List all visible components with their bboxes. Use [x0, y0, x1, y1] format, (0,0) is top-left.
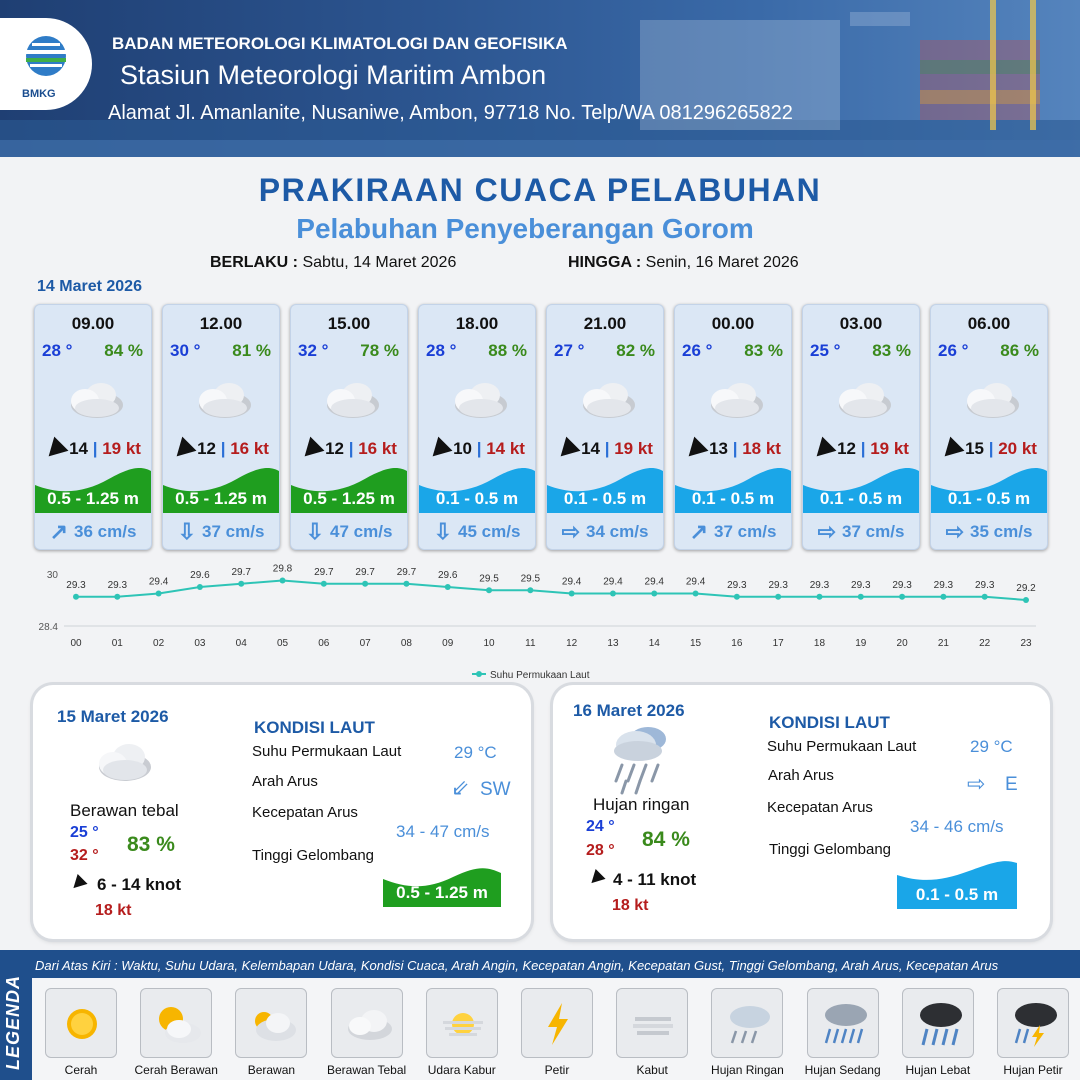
forecast-card [546, 304, 664, 550]
day2-gust: 18 kt [95, 902, 132, 919]
day3-sst: 29 °C [970, 737, 1013, 756]
day2-sst: 29 °C [454, 743, 497, 762]
card-temperature: 32 ° [298, 341, 329, 360]
page-title: PRAKIRAAN CUACA PELABUHAN [258, 172, 822, 208]
cloud-icon [957, 377, 1023, 421]
wind-direction-icon [682, 436, 709, 463]
cloud-icon [701, 377, 767, 421]
fog-icon [625, 997, 681, 1051]
forecast-card [674, 304, 792, 550]
station-address: Alamat Jl. Amanlanite, Nusaniwe, Ambon, 97718 No. Telp/WA 081296265822 [108, 102, 793, 124]
cloud-icon [91, 737, 155, 785]
current-speed-label: Kecepatan Arus [767, 799, 873, 816]
card-current-speed: 35 cm/s [970, 522, 1033, 541]
x-tick-label: 14 [648, 638, 660, 649]
x-tick-label: 22 [979, 638, 991, 649]
card-gust: 19 kt [614, 439, 653, 458]
separator: | [855, 439, 871, 458]
legend-label: Berawan Tebal [327, 1063, 407, 1077]
current-direction-icon: ⇨ [967, 771, 986, 796]
data-point [816, 594, 822, 600]
data-label: 29.7 [396, 566, 417, 578]
data-point [651, 591, 657, 597]
cloud-icon [445, 377, 511, 421]
card-time: 15.00 [327, 314, 371, 333]
cloud-sun-icon [244, 997, 300, 1051]
data-point [858, 594, 864, 600]
legend-item [807, 988, 879, 1058]
legend-item [331, 988, 403, 1058]
card-current [547, 519, 663, 545]
data-label: 29.3 [768, 579, 788, 591]
card-humidity: 88 % [488, 341, 527, 360]
day3-wind: 4 - 11 knot [613, 870, 697, 889]
data-point [982, 594, 988, 600]
current-direction-icon: ⇩ [177, 519, 197, 544]
forecast-card [930, 304, 1048, 550]
card-wind [803, 439, 919, 459]
x-tick-label: 02 [153, 638, 165, 649]
current-direction-label: Arah Arus [252, 773, 318, 790]
card-gust: 14 kt [486, 439, 525, 458]
bmkg-logo-icon [20, 34, 72, 78]
data-label: 29.3 [107, 579, 128, 591]
header-banner [0, 0, 1080, 157]
station-name: Stasiun Meteorologi Maritim Ambon [120, 60, 547, 90]
separator: | [471, 439, 487, 458]
sea-surface-temperature-chart [30, 560, 1050, 690]
day3-date: 16 Maret 2026 [573, 701, 685, 720]
x-tick-label: 19 [855, 638, 867, 649]
sea-condition-heading: KONDISI LAUT [769, 713, 890, 732]
valid-to-value: Senin, 16 Maret 2026 [645, 254, 799, 271]
card-temperature: 28 ° [42, 341, 73, 360]
x-tick-label: 05 [276, 638, 289, 649]
card-temperature: 27 ° [554, 341, 585, 360]
x-tick-label: 20 [896, 638, 908, 649]
day3-wave-box [897, 861, 1017, 909]
data-label: 29.3 [809, 579, 830, 591]
day2-temp-low: 25 ° [70, 824, 99, 841]
card-wave-height: 0.1 - 0.5 m [819, 489, 903, 508]
card-current-speed: 47 cm/s [330, 522, 393, 541]
card-time: 21.00 [583, 314, 627, 333]
day3-temp-low: 24 ° [586, 818, 615, 835]
current-direction-icon: ⇩ [305, 519, 325, 544]
data-label: 29.2 [1016, 583, 1036, 594]
x-tick-label: 01 [111, 638, 123, 649]
card-humidity: 84 % [104, 341, 143, 360]
wave-height-label: Tinggi Gelombang [769, 841, 892, 858]
valid-to-label: HINGGA : [568, 254, 642, 271]
card-time: 00.00 [711, 314, 755, 333]
forecast-card [290, 304, 408, 550]
wind-direction-icon [810, 436, 837, 463]
sea-condition-heading: KONDISI LAUT [254, 718, 375, 737]
legend-label: Berawan [247, 1063, 296, 1077]
data-label: 29.4 [644, 576, 664, 588]
card-temperature: 26 ° [682, 341, 713, 360]
valid-from-value: Sabtu, 14 Maret 2026 [302, 254, 457, 271]
card-wind [675, 439, 791, 459]
card-current-speed: 34 cm/s [586, 522, 649, 541]
day3-panel [553, 685, 1050, 939]
thunderstorm-icon [1006, 997, 1062, 1051]
card-current [419, 519, 535, 545]
day2-current-direction: SW [480, 779, 511, 800]
legend-item [902, 988, 974, 1058]
card-wind [163, 439, 279, 459]
day2-wave-height: 0.5 - 1.25 m [396, 883, 488, 902]
wind-direction-icon [170, 436, 197, 463]
data-point [321, 581, 327, 587]
data-label: 29.4 [561, 576, 582, 588]
card-current-speed: 36 cm/s [74, 522, 137, 541]
card-wind [35, 439, 151, 459]
current-speed-label: Kecepatan Arus [252, 804, 358, 821]
day1-date: 14 Maret 2026 [37, 278, 142, 295]
data-label: 29.7 [355, 566, 375, 578]
forecast-card [162, 304, 280, 550]
wave-height-label: Tinggi Gelombang [252, 847, 375, 864]
card-temperature: 26 ° [938, 341, 969, 360]
x-tick-label: 04 [235, 638, 247, 649]
data-label: 29.3 [66, 579, 86, 591]
valid-from [210, 254, 456, 272]
card-wind-speed: 12 [197, 439, 216, 458]
valid-from-label: BERLAKU : [210, 254, 298, 271]
heavy-rain-icon [911, 997, 967, 1051]
y-tick-label: 28.4 [38, 622, 58, 633]
data-point [775, 594, 781, 600]
card-wave-height: 0.5 - 1.25 m [303, 489, 395, 508]
data-label: 29.3 [974, 579, 995, 591]
light-rain-icon [720, 997, 776, 1051]
data-label: 29.6 [438, 570, 458, 581]
data-point [899, 594, 905, 600]
x-tick-label: 00 [70, 638, 82, 649]
legend-label: Suhu Permukaan Laut [490, 670, 590, 681]
card-current [675, 519, 791, 545]
separator: | [215, 439, 231, 458]
day3-gust: 18 kt [612, 897, 649, 914]
data-label: 29.4 [603, 576, 623, 588]
day3-temp-high: 28 ° [586, 842, 615, 859]
day3-condition: Hujan ringan [593, 795, 690, 814]
card-gust: 19 kt [870, 439, 909, 458]
cloud-icon [61, 377, 127, 421]
x-tick-label: 12 [566, 638, 578, 649]
card-humidity: 83 % [744, 341, 783, 360]
current-direction-icon: ⇨ [561, 519, 581, 544]
x-tick-label: 21 [937, 638, 949, 649]
legend-item [45, 988, 117, 1058]
current-direction-label: Arah Arus [768, 767, 834, 784]
day2-condition: Berawan tebal [70, 801, 179, 820]
separator: | [599, 439, 615, 458]
x-tick-label: 11 [525, 638, 536, 649]
day2-wave-box [383, 867, 501, 907]
data-label: 29.3 [933, 579, 954, 591]
data-point [940, 594, 946, 600]
card-wind-speed: 12 [325, 439, 344, 458]
card-wind [291, 439, 407, 459]
legend-item [140, 988, 212, 1058]
data-point [1023, 597, 1029, 603]
port-name: Pelabuhan Penyeberangan Gorom [296, 213, 754, 244]
x-tick-label: 03 [194, 638, 206, 649]
wind-direction-icon [71, 875, 89, 893]
legend-marker [476, 671, 482, 677]
data-label: 29.5 [479, 573, 499, 585]
data-point [734, 594, 740, 600]
day2-wind: 6 - 14 knot [97, 875, 182, 894]
moderate-rain-icon [816, 997, 872, 1051]
day2-date: 15 Maret 2026 [57, 707, 169, 726]
card-time: 12.00 [199, 314, 243, 333]
card-wave-height: 0.5 - 1.25 m [175, 489, 267, 508]
legend-label: Hujan Petir [1003, 1063, 1063, 1077]
sun-icon [54, 997, 110, 1051]
legend-label: Petir [544, 1063, 570, 1077]
data-label: 29.5 [520, 573, 541, 585]
day2-temp-high: 32 ° [70, 847, 99, 864]
legend-description: Dari Atas Kiri : Waktu, Suhu Udara, Kelembapan Udara, Kondisi Cuaca, Arah Angin, Kecepatan Angin, Kecepatan Gust, Tinggi Gelombang, Arah Arus, Kecepatan Arus [35, 958, 999, 973]
organization-name: BADAN METEOROLOGI KLIMATOLOGI DAN GEOFISIKA [112, 34, 568, 53]
card-wind-speed: 12 [837, 439, 856, 458]
card-humidity: 82 % [616, 341, 655, 360]
card-humidity: 83 % [872, 341, 911, 360]
data-point [486, 587, 492, 593]
card-time: 18.00 [455, 314, 499, 333]
card-time: 09.00 [71, 314, 115, 333]
x-tick-label: 09 [442, 638, 454, 649]
card-current [35, 519, 151, 545]
x-tick-label: 07 [359, 638, 371, 649]
card-time: 06.00 [967, 314, 1011, 333]
light-rain-icon [608, 725, 674, 797]
day3-humidity: 84 % [642, 828, 690, 851]
legend-label: Cerah Berawan [134, 1063, 218, 1077]
card-wind-speed: 10 [453, 439, 472, 458]
forecast-card [34, 304, 152, 550]
card-gust: 16 kt [358, 439, 397, 458]
card-current [291, 519, 407, 545]
valid-to [568, 254, 799, 272]
legend-label: Cerah [64, 1063, 98, 1077]
legend-label: Hujan Sedang [804, 1063, 881, 1077]
x-tick-label: 23 [1020, 638, 1032, 649]
wind-direction-icon [298, 436, 325, 463]
card-current-speed: 37 cm/s [842, 522, 905, 541]
legend-item [616, 988, 688, 1058]
card-humidity: 81 % [232, 341, 271, 360]
data-point [693, 591, 699, 597]
data-label: 29.7 [231, 566, 251, 578]
x-tick-label: 16 [731, 638, 743, 649]
card-wave-height: 0.1 - 0.5 m [691, 489, 775, 508]
data-label: 29.6 [190, 570, 210, 581]
legend-item [997, 988, 1069, 1058]
card-wind-speed: 13 [709, 439, 728, 458]
cloud-icon [340, 997, 396, 1051]
logo-text: BMKG [22, 88, 56, 100]
legend-item [711, 988, 783, 1058]
separator: | [727, 439, 743, 458]
card-humidity: 78 % [360, 341, 399, 360]
cloud-icon [189, 377, 255, 421]
card-wave-height: 0.1 - 0.5 m [563, 489, 647, 508]
wind-direction-icon [42, 436, 69, 463]
card-wave-height: 0.1 - 0.5 m [435, 489, 519, 508]
data-point [73, 594, 79, 600]
current-direction-icon: ⇩ [433, 519, 453, 544]
cloud-icon [829, 377, 895, 421]
card-wave-height: 0.5 - 1.25 m [47, 489, 139, 508]
x-tick-label: 13 [607, 638, 619, 649]
data-point [362, 581, 368, 587]
legend-item [235, 988, 307, 1058]
data-point [610, 591, 616, 597]
card-current-speed: 37 cm/s [202, 522, 265, 541]
series-line [76, 581, 1026, 601]
legend-label: Hujan Ringan [711, 1063, 784, 1077]
card-wind [547, 439, 663, 459]
data-label: 29.7 [314, 566, 334, 578]
card-wind [931, 439, 1047, 459]
card-current [803, 519, 919, 545]
wind-direction-icon [426, 436, 453, 463]
data-point [445, 584, 451, 590]
data-label: 29.3 [851, 579, 871, 591]
wind-direction-icon [589, 870, 607, 888]
card-gust: 19 kt [102, 439, 141, 458]
card-wind-speed: 15 [965, 439, 984, 458]
card-current [931, 519, 1047, 545]
card-wind-speed: 14 [581, 439, 600, 458]
legend-label: Udara Kabur [427, 1063, 496, 1077]
haze-icon [435, 997, 491, 1051]
x-tick-label: 06 [318, 638, 330, 649]
data-point [569, 591, 575, 597]
card-temperature: 28 ° [426, 341, 457, 360]
data-label: 29.4 [685, 576, 706, 588]
x-tick-label: 18 [813, 638, 826, 649]
day3-current-direction: E [1005, 774, 1018, 795]
current-direction-icon: ↗ [49, 519, 69, 544]
data-label: 29.3 [727, 579, 747, 591]
card-wind-speed: 14 [69, 439, 88, 458]
day3-current-speed: 34 - 46 cm/s [910, 817, 1004, 836]
forecast-card [418, 304, 536, 550]
legend-label: Hujan Lebat [905, 1063, 971, 1077]
sst-label: Suhu Permukaan Laut [767, 738, 917, 755]
card-current-speed: 37 cm/s [714, 522, 777, 541]
day3-wave-height: 0.1 - 0.5 m [915, 885, 999, 904]
data-label: 29.4 [148, 576, 169, 588]
x-tick-label: 15 [690, 638, 702, 649]
card-temperature: 25 ° [810, 341, 841, 360]
card-wave-height: 0.1 - 0.5 m [947, 489, 1031, 508]
card-gust: 16 kt [230, 439, 269, 458]
forecast-card [802, 304, 920, 550]
card-wind [419, 439, 535, 459]
day2-humidity: 83 % [127, 833, 175, 856]
legend-item [426, 988, 498, 1058]
legend-item [521, 988, 593, 1058]
legend-label: Kabut [636, 1063, 668, 1077]
x-tick-label: 08 [400, 638, 412, 649]
data-point [527, 587, 533, 593]
card-gust: 18 kt [742, 439, 781, 458]
data-point [156, 591, 162, 597]
cloud-icon [573, 377, 639, 421]
separator: | [343, 439, 359, 458]
data-point [403, 581, 409, 587]
separator: | [983, 439, 999, 458]
lightning-icon [530, 997, 586, 1051]
data-point [197, 584, 203, 590]
current-direction-icon: ↗ [689, 519, 709, 544]
data-point [114, 594, 120, 600]
separator: | [87, 439, 103, 458]
card-humidity: 86 % [1000, 341, 1039, 360]
day2-current-speed: 34 - 47 cm/s [396, 822, 490, 841]
data-label: 29.3 [892, 579, 912, 591]
cloud-icon [317, 377, 383, 421]
card-current-speed: 45 cm/s [458, 522, 521, 541]
x-tick-label: 17 [772, 638, 784, 649]
sun-cloud-icon [149, 997, 205, 1051]
wind-direction-icon [938, 436, 965, 463]
data-label: 29.8 [272, 563, 293, 575]
legend-title: LEGENDA [3, 974, 23, 1070]
wind-direction-icon [554, 436, 581, 463]
day2-panel [33, 685, 531, 939]
card-gust: 20 kt [998, 439, 1037, 458]
card-temperature: 30 ° [170, 341, 201, 360]
current-direction-icon: ⇙ [451, 775, 470, 800]
sst-label: Suhu Permukaan Laut [252, 743, 402, 760]
data-point [280, 578, 286, 584]
data-point [238, 581, 244, 587]
current-direction-icon: ⇨ [817, 519, 837, 544]
card-current [163, 519, 279, 545]
x-tick-label: 10 [483, 638, 495, 649]
y-tick-label: 30 [46, 570, 58, 581]
current-direction-icon: ⇨ [945, 519, 965, 544]
card-time: 03.00 [839, 314, 883, 333]
